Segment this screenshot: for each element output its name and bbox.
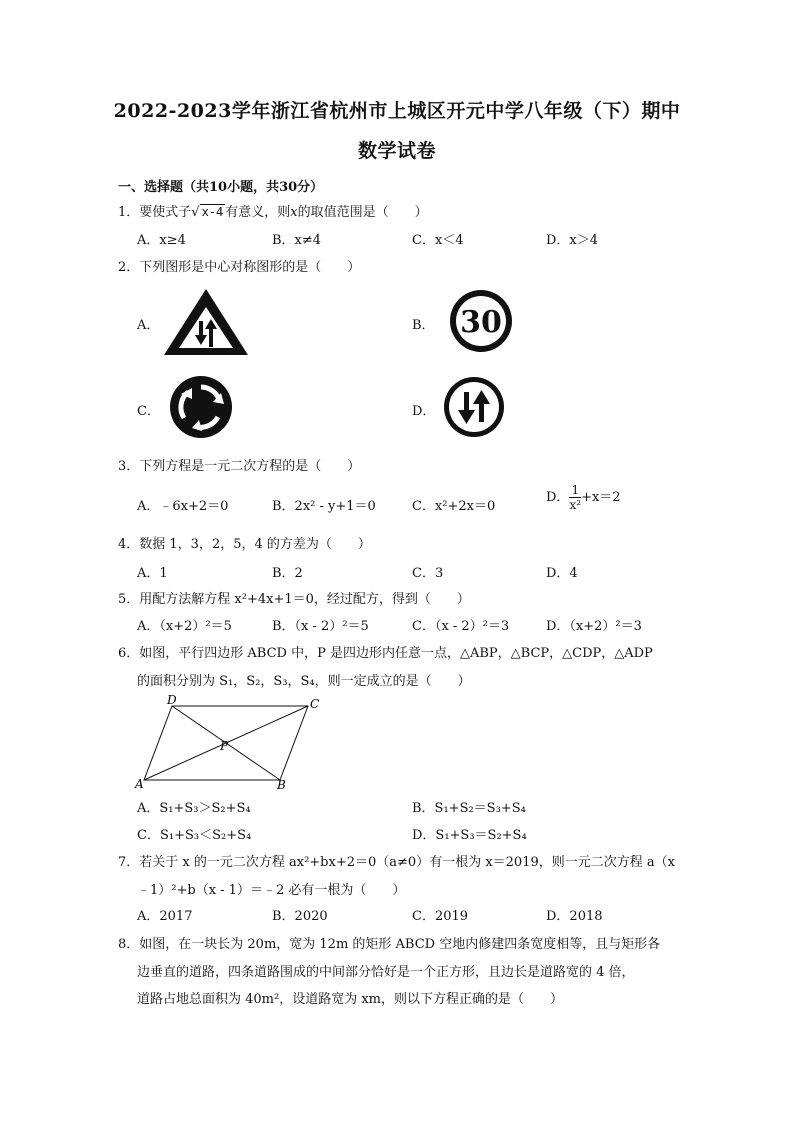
q2-label-b: B． bbox=[412, 318, 435, 333]
section-heading: 一、选择题（共10小题，共30分） bbox=[118, 180, 324, 195]
two-way-traffic-warning-sign-icon bbox=[160, 285, 252, 359]
q2-label-c: C． bbox=[137, 404, 160, 419]
fraction: $\frac{1}{\text{x²}}$ bbox=[569, 483, 582, 512]
vertex-d-label: D bbox=[167, 693, 177, 707]
q1-option-a: A．x≥4 bbox=[137, 233, 186, 248]
q5-option-b: B．（x - 2）²＝5 bbox=[272, 619, 369, 634]
question-6-stem-line2: 的面积分别为 S₁，S₂，S₃，S₄，则一定成立的是（ ） bbox=[137, 674, 471, 689]
q4-option-a: A．1 bbox=[137, 566, 168, 581]
q7-option-d: D．2018 bbox=[546, 909, 603, 924]
q3-option-c: C．x²+2x＝0 bbox=[412, 499, 496, 514]
question-2-stem: 2．下列图形是中心对称图形的是（ ） bbox=[118, 260, 361, 275]
question-4-stem: 4．数据 1，3，2，5，4 的方差为（ ） bbox=[118, 537, 371, 552]
speed-limit-sign-icon bbox=[447, 287, 515, 355]
q7-option-c: C．2019 bbox=[412, 909, 469, 924]
exam-title-line1: 2022-2023学年浙江省杭州市上城区开元中学八年级（下）期中 bbox=[113, 100, 681, 122]
q3-option-d: D． $\frac{1}{\text{x²}}$ +x＝2 bbox=[546, 483, 621, 512]
q1-option-b: B．x≠4 bbox=[272, 233, 322, 248]
q5-option-a: A．（x+2）²＝5 bbox=[137, 619, 232, 634]
question-7-stem-line2: ﹣1）²+b（x - 1）＝﹣2 必有一根为（ ） bbox=[137, 883, 406, 898]
q4-option-b: B．2 bbox=[272, 566, 303, 581]
speed-limit-number: 30 bbox=[460, 305, 502, 340]
vertex-b-label: B bbox=[277, 778, 286, 792]
question-7-stem-line1: 7．若关于 x 的一元二次方程 ax²+bx+2＝0（a≠0）有一根为 x＝2019，则一元二次方程 a（x bbox=[118, 855, 675, 870]
q2-label-a: A． bbox=[137, 318, 160, 333]
q1-option-d: D．x＞4 bbox=[546, 233, 599, 248]
q2-label-d: D． bbox=[412, 404, 436, 419]
parallelogram-figure bbox=[130, 692, 330, 792]
q6-option-d: D．S₁+S₃＝S₂+S₄ bbox=[412, 828, 527, 843]
q7-option-b: B．2020 bbox=[272, 909, 328, 924]
q6-option-c: C．S₁+S₃＜S₂+S₄ bbox=[137, 828, 252, 843]
q1-option-c: C．x＜4 bbox=[412, 233, 464, 248]
q3-option-b: B．2x² - y+1＝0 bbox=[272, 499, 376, 514]
roundabout-sign-icon bbox=[168, 374, 234, 440]
q4-option-c: C．3 bbox=[412, 566, 444, 581]
vertex-a-label: A bbox=[135, 777, 144, 791]
question-8-stem-line2: 边垂直的道路，四条道路围成的中间部分恰好是一个正方形，且边长是道路宽的 4 倍， bbox=[137, 965, 635, 980]
question-1-stem: 1．要使式子√ x-4 有意义，则x的取值范围是（ ） bbox=[118, 205, 428, 220]
q5-option-d: D．（x+2）²＝3 bbox=[546, 619, 642, 634]
question-8-stem-line1: 8．如图，在一块长为 20m，宽为 12m 的矩形 ABCD 空地内修建四条宽度相等，且与矩形各 bbox=[118, 937, 661, 952]
question-5-stem: 5．用配方法解方程 x²+4x+1＝0，经过配方，得到（ ） bbox=[118, 592, 470, 607]
sqrt-expression: √ x-4 bbox=[191, 205, 224, 220]
q5-option-c: C．（x - 2）²＝3 bbox=[412, 619, 510, 634]
q6-option-b: B．S₁+S₂＝S₃+S₄ bbox=[412, 801, 526, 816]
exam-title-line2: 数学试卷 bbox=[357, 140, 436, 162]
vertex-c-label: C bbox=[310, 697, 320, 711]
question-6-stem-line1: 6．如图，平行四边形 ABCD 中，P 是四边形内任意一点，△ABP，△BCP，△CDP，△ADP bbox=[118, 646, 653, 661]
q6-option-a: A．S₁+S₃＞S₂+S₄ bbox=[137, 801, 251, 816]
q4-option-d: D．4 bbox=[546, 566, 578, 581]
point-p-label: P bbox=[220, 739, 229, 753]
question-3-stem: 3．下列方程是一元二次方程的是（ ） bbox=[118, 459, 361, 474]
q7-option-a: A．2017 bbox=[137, 909, 193, 924]
two-way-traffic-sign-icon bbox=[441, 374, 507, 440]
question-8-stem-line3: 道路占地总面积为 40m²，设道路宽为 xm，则以下方程正确的是（ ） bbox=[137, 992, 564, 1007]
q3-option-a: A．﹣6x+2＝0 bbox=[137, 499, 229, 514]
